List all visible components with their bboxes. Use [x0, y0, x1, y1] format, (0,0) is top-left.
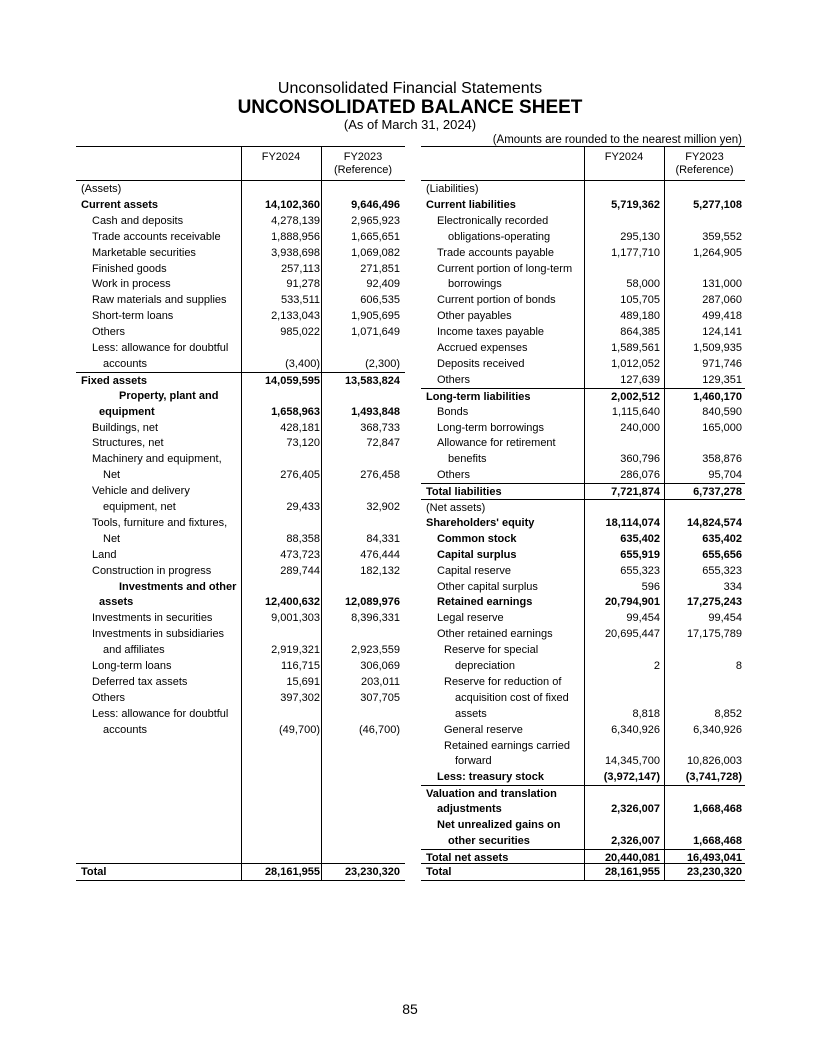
value-fy2024: 8,818: [632, 707, 660, 720]
value-fy2023: 1,069,082: [351, 246, 400, 259]
table-row: [76, 690, 405, 706]
row-label: Deposits received: [437, 357, 525, 370]
table-row: [421, 324, 745, 340]
row-label: Current liabilities: [426, 198, 516, 211]
value-fy2024: (3,400): [285, 357, 320, 370]
table-row: [76, 674, 405, 690]
row-label: Investments in securities: [92, 612, 213, 625]
value-fy2023: 2,923,559: [351, 644, 400, 657]
row-label: Long-term borrowings: [437, 421, 544, 434]
value-fy2023: 840,590: [702, 405, 742, 418]
table-row: [421, 292, 745, 308]
table-row: [421, 674, 745, 690]
row-label: Total: [81, 866, 107, 878]
value-fy2024: 286,076: [620, 469, 660, 482]
table-row: [421, 261, 745, 277]
liabilities-total-row: [421, 863, 745, 880]
value-fy2023: 287,060: [702, 294, 742, 307]
value-fy2023: 129,351: [702, 373, 742, 386]
table-row: [76, 642, 405, 658]
row-label: Trade accounts receivable: [92, 230, 221, 243]
row-label: Bonds: [437, 405, 469, 418]
assets-total-row: [76, 863, 405, 880]
page-title: UNCONSOLIDATED BALANCE SHEET: [237, 97, 583, 118]
table-row: [421, 372, 745, 388]
table-row: [421, 499, 745, 516]
value-fy2024: 4,278,139: [271, 214, 320, 227]
table-row: [76, 245, 405, 261]
row-label: Machinery and equipment,: [92, 453, 222, 466]
table-row: [421, 404, 745, 420]
row-label: Work in process: [92, 278, 171, 291]
table-row: [76, 658, 405, 674]
row-label: Fixed assets: [81, 374, 148, 387]
row-label: (Assets): [81, 183, 122, 195]
value-fy2024: 635,402: [620, 532, 660, 545]
value-fy2023: 99,454: [708, 612, 742, 625]
value-fy2024: 257,113: [281, 262, 320, 275]
table-row: [421, 722, 745, 738]
value-fy2024: 105,705: [620, 294, 660, 307]
row-label: equipment: [99, 405, 155, 418]
value-fy2024: 2: [653, 660, 660, 672]
table-row: [421, 547, 745, 563]
table-row: [76, 435, 405, 451]
value-fy2023: 1,668,468: [693, 803, 742, 816]
table-row: [76, 404, 405, 420]
row-label: Structures, net: [92, 437, 164, 450]
table-row: [76, 229, 405, 245]
value-fy2024: 20,695,447: [604, 628, 660, 641]
value-fy2024: 1,177,710: [611, 246, 660, 259]
value-fy2024: 14,345,700: [604, 755, 660, 768]
value-fy2023: 203,011: [361, 675, 400, 688]
table-row: [421, 467, 745, 483]
value-fy2024: 1,658,963: [271, 405, 320, 418]
value-fy2023: 306,069: [360, 660, 400, 672]
value-fy2024: 2,002,512: [611, 390, 660, 403]
row-label: assets: [455, 707, 487, 720]
value-fy2024: 99,454: [626, 612, 660, 625]
value-fy2024: 18,114,074: [605, 516, 660, 529]
value-fy2023: 1,665,651: [351, 230, 400, 243]
column-header-fy2024: FY2024: [604, 151, 644, 163]
table-row: [76, 261, 405, 277]
value-fy2023: 1,509,935: [693, 342, 742, 354]
table-row: [76, 626, 405, 642]
value-fy2023: (2,300): [365, 357, 400, 370]
table-row: [76, 515, 405, 531]
value-fy2023: 334: [723, 580, 742, 593]
table-row: [76, 610, 405, 626]
row-label: Deferred tax assets: [92, 675, 188, 688]
row-label: Raw materials and supplies: [92, 294, 227, 307]
value-fy2023: 16,493,041: [686, 851, 742, 864]
value-fy2024: 88,358: [286, 532, 320, 545]
value-fy2023: 10,826,003: [686, 755, 742, 768]
table-row: [421, 181, 745, 197]
value-fy2024: 14,102,360: [264, 198, 320, 211]
value-fy2024: 596: [641, 580, 660, 593]
table-row: [76, 483, 405, 499]
value-fy2023: 1,071,649: [351, 326, 400, 339]
table-row: [76, 356, 405, 372]
row-label: Other capital surplus: [437, 580, 538, 593]
value-fy2023: 17,275,243: [686, 596, 742, 609]
table-row: [421, 642, 745, 658]
table-row: [76, 722, 405, 738]
row-label: Capital reserve: [437, 564, 511, 577]
value-fy2023: 92,409: [366, 278, 400, 291]
value-fy2024: 3,938,698: [271, 246, 320, 259]
table-row: [76, 324, 405, 340]
row-label: Other payables: [437, 310, 512, 323]
row-label: Electronically recorded: [437, 214, 549, 227]
value-fy2023: 5,277,108: [693, 198, 742, 211]
table-row: [421, 738, 745, 754]
value-fy2023: 2,965,923: [351, 214, 400, 227]
row-label: and affiliates: [103, 644, 165, 657]
table-row: [76, 213, 405, 229]
value-fy2023: 655,656: [702, 548, 742, 561]
value-fy2024: 7,721,874: [611, 486, 660, 499]
row-label: benefits: [448, 453, 487, 466]
table-row: [76, 563, 405, 579]
row-label: Reserve for special: [444, 644, 539, 657]
row-label: Reserve for reduction of: [444, 675, 562, 688]
row-label: Investments and other: [119, 580, 237, 593]
table-row: [76, 579, 405, 595]
table-row: [421, 420, 745, 436]
value-fy2024: 276,405: [280, 469, 320, 482]
row-label: Valuation and translation: [426, 788, 557, 801]
value-fy2024: 397,302: [280, 691, 320, 704]
row-label: Marketable securities: [92, 246, 196, 259]
row-label: Capital surplus: [437, 548, 517, 561]
value-fy2024: 1,012,052: [611, 357, 660, 370]
value-fy2023: 655,323: [702, 564, 742, 577]
row-label: Others: [92, 691, 126, 704]
table-row: [421, 833, 745, 849]
value-fy2024: 655,919: [620, 548, 660, 561]
value-fy2023: 23,230,320: [344, 866, 400, 878]
column-header-fy2023: FY2023 (Reference): [675, 151, 734, 176]
table-row: [421, 356, 745, 372]
value-fy2023: 72,847: [366, 437, 400, 450]
table-row: [421, 388, 745, 405]
row-label: Accrued expenses: [437, 342, 528, 354]
value-fy2023: 13,583,824: [344, 374, 400, 387]
table-row: [76, 420, 405, 436]
row-label: Others: [437, 373, 471, 386]
table-row: [421, 340, 745, 356]
value-fy2024: 360,796: [620, 453, 660, 466]
table-row: [76, 197, 405, 213]
table-row: [421, 626, 745, 642]
value-fy2024: 533,511: [281, 294, 320, 307]
row-label: depreciation: [455, 660, 515, 672]
value-fy2024: 1,888,956: [271, 230, 320, 243]
value-fy2023: 1,460,170: [693, 390, 742, 403]
liabilities-table: [421, 146, 745, 881]
value-fy2024: 2,326,007: [611, 803, 660, 816]
value-fy2024: 91,278: [286, 278, 320, 291]
assets-table: [76, 146, 405, 881]
value-fy2023: 1,264,905: [693, 246, 742, 259]
value-fy2023: 1,493,848: [351, 405, 400, 418]
row-label: Net: [103, 469, 121, 482]
value-fy2024: (3,972,147): [603, 771, 660, 784]
row-label: Less: allowance for doubtful: [92, 707, 229, 720]
row-label: Common stock: [437, 532, 517, 545]
column-header-fy2024: FY2024: [261, 151, 301, 163]
table-row: [421, 245, 745, 261]
row-label: forward: [455, 755, 492, 768]
value-fy2024: 2,133,043: [271, 310, 320, 323]
value-fy2024: 295,130: [620, 230, 660, 243]
value-fy2023: 182,132: [360, 564, 400, 577]
value-fy2023: 1,668,468: [693, 834, 742, 847]
value-fy2024: 428,181: [280, 421, 320, 434]
row-label: Buildings, net: [92, 421, 159, 434]
value-fy2024: 15,691: [286, 675, 320, 688]
table-row: [76, 340, 405, 356]
value-fy2023: 368,733: [360, 421, 400, 434]
value-fy2023: 359,552: [702, 230, 742, 243]
row-label: Trade accounts payable: [437, 246, 554, 259]
row-label: Current portion of bonds: [437, 294, 556, 307]
value-fy2023: 6,737,278: [693, 486, 742, 499]
value-fy2023: 165,000: [702, 421, 742, 434]
table-row: [76, 594, 405, 610]
table-row: [76, 531, 405, 547]
table-row: [76, 292, 405, 308]
value-fy2024: 6,340,926: [611, 723, 660, 736]
value-fy2024: 655,323: [620, 564, 660, 577]
table-top-rule: [421, 146, 745, 147]
rounding-note: (Amounts are rounded to the nearest million yen): [492, 134, 742, 146]
value-fy2024: 864,385: [620, 326, 660, 339]
value-fy2024: 127,639: [620, 373, 660, 386]
row-label: Other retained earnings: [437, 628, 553, 641]
table-row: [421, 308, 745, 324]
value-fy2023: 1,905,695: [351, 310, 400, 323]
value-fy2024: 58,000: [626, 278, 660, 291]
value-fy2023: 635,402: [702, 532, 742, 545]
row-label: Investments in subsidiaries: [92, 628, 225, 641]
value-fy2024: 29,433: [286, 501, 320, 513]
row-label: Total: [426, 866, 452, 878]
value-fy2024: 2,919,321: [271, 644, 320, 657]
table-row: [421, 531, 745, 547]
table-row: [421, 801, 745, 817]
value-fy2024: 116,715: [281, 660, 320, 672]
value-fy2024: 1,115,640: [611, 405, 660, 418]
row-label: Construction in progress: [92, 564, 212, 577]
row-label: Property, plant and: [119, 389, 219, 402]
table-row: [421, 594, 745, 610]
row-label: Long-term liabilities: [426, 390, 531, 403]
table-row: [421, 769, 745, 785]
row-label: other securities: [448, 834, 530, 847]
value-fy2023: 9,646,496: [351, 198, 400, 211]
table-row: [421, 785, 745, 802]
value-fy2023: 606,535: [360, 294, 400, 307]
value-fy2023: 8,396,331: [351, 612, 400, 625]
row-label: adjustments: [437, 803, 502, 816]
row-label: Net unrealized gains on: [437, 819, 561, 831]
table-row: [76, 467, 405, 483]
value-fy2023: 32,902: [366, 501, 400, 513]
table-row: [421, 563, 745, 579]
table-row: [76, 451, 405, 467]
row-label: assets: [99, 596, 134, 609]
row-label: Current portion of long-term: [437, 262, 573, 275]
value-fy2024: 20,794,901: [604, 596, 660, 609]
table-row: [421, 753, 745, 769]
table-row: [421, 435, 745, 451]
table-row: [76, 706, 405, 722]
value-fy2024: 240,000: [620, 421, 660, 434]
row-label: Vehicle and delivery: [92, 485, 190, 498]
value-fy2023: (3,741,728): [685, 771, 742, 784]
value-fy2023: 6,340,926: [693, 723, 742, 736]
table-row: [421, 197, 745, 213]
table-row: [421, 451, 745, 467]
value-fy2023: 8,852: [714, 707, 742, 720]
value-fy2024: 73,120: [286, 437, 320, 450]
row-label: Tools, furniture and fixtures,: [92, 516, 228, 529]
row-label: obligations-operating: [448, 230, 551, 243]
row-label: acquisition cost of fixed: [455, 691, 569, 704]
value-fy2023: 499,418: [702, 310, 742, 323]
row-label: Others: [92, 326, 126, 339]
value-fy2024: 14,059,595: [264, 374, 320, 387]
as-of-date: (As of March 31, 2024): [343, 117, 477, 132]
table-row: [76, 181, 405, 197]
value-fy2023: 12,089,976: [344, 596, 400, 609]
row-label: Total liabilities: [426, 486, 502, 499]
row-label: Legal reserve: [437, 612, 504, 625]
column-header-fy2023: FY2023 (Reference): [333, 151, 393, 176]
value-fy2023: 17,175,789: [686, 628, 742, 641]
table-row: [76, 547, 405, 563]
row-label: (Net assets): [426, 502, 486, 514]
table-row: [76, 372, 405, 389]
value-fy2024: 20,440,081: [604, 851, 660, 864]
table-row: [421, 817, 745, 833]
table-row: [421, 213, 745, 229]
page-number: 85: [402, 1001, 418, 1017]
row-label: Income taxes payable: [437, 326, 545, 339]
row-label: Land: [92, 548, 117, 561]
row-label: Retained earnings: [437, 596, 533, 609]
row-label: Finished goods: [92, 262, 167, 275]
row-label: Long-term loans: [92, 660, 172, 672]
value-fy2024: (49,700): [279, 723, 320, 736]
table-row: [421, 483, 745, 500]
table-row: [421, 276, 745, 292]
value-fy2024: 1,589,561: [611, 342, 660, 354]
table-row: [76, 499, 405, 515]
row-label: Cash and deposits: [92, 214, 184, 227]
value-fy2023: 358,876: [702, 453, 742, 466]
table-row: [421, 229, 745, 245]
value-fy2024: 473,723: [280, 548, 320, 561]
value-fy2023: 124,141: [702, 326, 742, 339]
value-fy2024: 28,161,955: [264, 866, 320, 878]
value-fy2023: 476,444: [360, 548, 400, 561]
value-fy2023: 84,331: [366, 532, 400, 545]
row-label: borrowings: [448, 278, 502, 291]
row-label: Less: treasury stock: [437, 771, 544, 784]
row-label: Allowance for retirement: [437, 437, 556, 450]
table-row: [421, 658, 745, 674]
row-label: Others: [437, 469, 471, 482]
row-label: Net: [103, 532, 121, 545]
value-fy2024: 489,180: [620, 310, 660, 323]
value-fy2023: (46,700): [359, 723, 400, 736]
table-row: [421, 690, 745, 706]
table-row: [421, 579, 745, 595]
table-row: [76, 308, 405, 324]
row-label: General reserve: [444, 723, 523, 736]
value-fy2024: 985,022: [280, 326, 320, 339]
table-row: [421, 706, 745, 722]
value-fy2023: 23,230,320: [686, 866, 742, 878]
row-label: Short-term loans: [92, 310, 174, 323]
row-label: Less: allowance for doubtful: [92, 342, 229, 354]
value-fy2024: 289,744: [280, 564, 320, 577]
table-row: [421, 610, 745, 626]
value-fy2024: 5,719,362: [611, 198, 660, 211]
row-label: Total net assets: [426, 851, 509, 864]
value-fy2023: 271,851: [360, 262, 400, 275]
value-fy2023: 971,746: [702, 357, 742, 370]
table-row: [421, 515, 745, 531]
row-label: Retained earnings carried: [444, 739, 570, 752]
page-subtitle: Unconsolidated Financial Statements: [277, 80, 543, 97]
value-fy2024: 9,001,303: [271, 612, 320, 625]
value-fy2023: 8: [735, 660, 742, 672]
table-bottom-rule: [421, 880, 745, 881]
value-fy2023: 14,824,574: [686, 516, 742, 529]
value-fy2024: 2,326,007: [611, 834, 660, 847]
row-label: accounts: [103, 357, 148, 370]
row-label: Current assets: [81, 198, 159, 211]
table-bottom-rule: [76, 880, 405, 881]
row-label: equipment, net: [103, 501, 176, 513]
row-label: Shareholders' equity: [426, 516, 535, 529]
value-fy2024: 28,161,955: [604, 866, 660, 878]
value-fy2023: 307,705: [360, 691, 400, 704]
value-fy2023: 131,000: [702, 278, 742, 291]
row-label: accounts: [103, 723, 148, 736]
value-fy2023: 276,458: [360, 469, 400, 482]
table-row: [76, 388, 405, 404]
value-fy2023: 95,704: [708, 469, 742, 482]
table-row: [76, 276, 405, 292]
row-label: (Liabilities): [426, 183, 479, 195]
value-fy2024: 12,400,632: [264, 596, 320, 609]
